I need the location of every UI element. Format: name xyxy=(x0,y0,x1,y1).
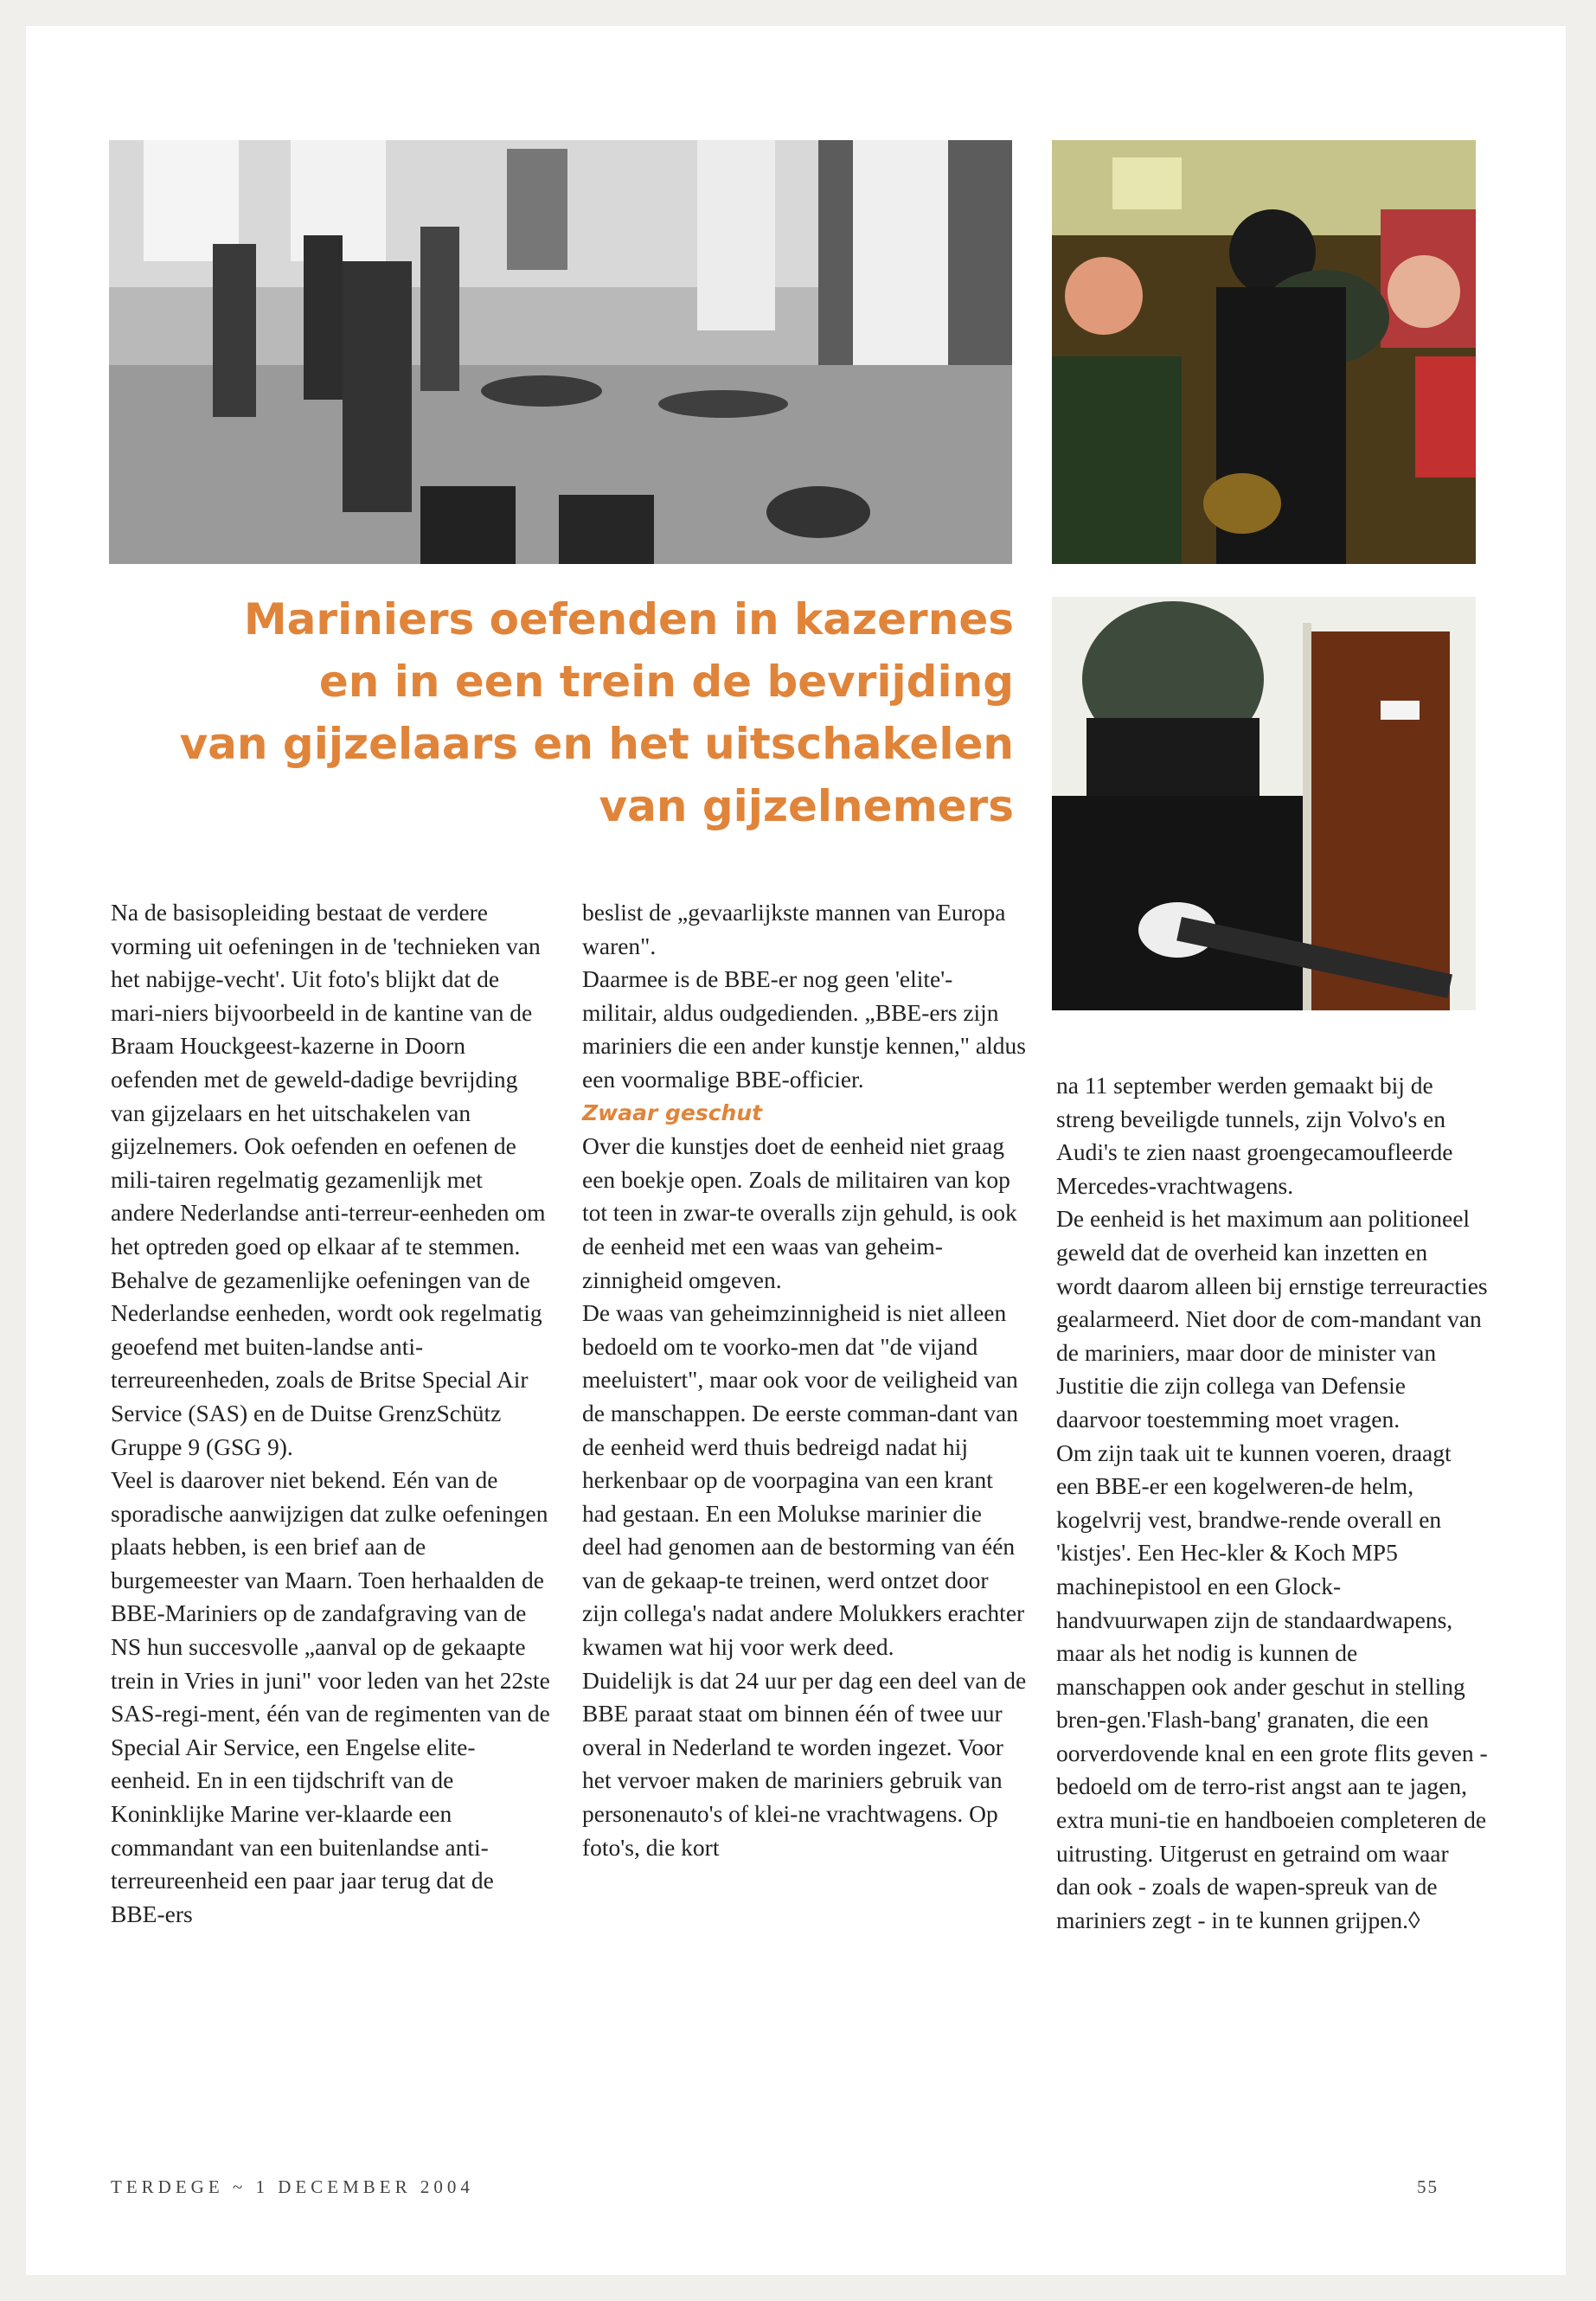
col2-paragraph-1: beslist de „gevaarlijkste mannen van Europa waren". xyxy=(582,899,1006,959)
magazine-page xyxy=(26,26,1566,2275)
photo-train-exercise xyxy=(1052,140,1476,564)
footer-page-number: 55 xyxy=(1417,2176,1439,2197)
article-headline xyxy=(121,588,1014,837)
text-column-3 xyxy=(1056,1069,1489,1937)
headline-line-4: van gijzelnemers xyxy=(599,781,1014,831)
col1-paragraph-2: Veel is daarover niet bekend. Eén van de sporadische aanwijzigen dat zulke oefeningen plaats hebben, is een brief aan de burgemeester van Maarn. Toen herhaalden de BBE-Mariniers op de zandafgraving van de NS hun succesvolle „aanval op de gekaapte trein in Vries in juni" voor leden van het 22ste SAS-regi-ment, één van de regimenten van de Special Air Service, een Engelse elite-eenheid. En in een tijdschrift van de Koninklijke Marine ver-klaarde een commandant van een buitenlandse anti-terreureenheid een paar jaar terug dat de BBE-ers xyxy=(111,1466,550,1927)
headline-line-2: en in een trein de bevrijding xyxy=(318,657,1014,707)
footer-publication: TERDEGE ~ 1 DECEMBER 2004 xyxy=(111,2176,474,2197)
headline-line-1: Mariniers oefenden in kazernes xyxy=(243,594,1014,644)
text-column-2 xyxy=(582,896,1027,1864)
col2-paragraph-5: Duidelijk is dat 24 uur per dag een deel van de BBE paraat staat om binnen één of twee uur overal in Nederland te worden ingezet. Voor het vervoer maken de mariniers gebruik van personenauto's of klei-ne vrachtwagens. Op foto's, die kort xyxy=(582,1666,1027,1861)
photo-canteen-exercise xyxy=(109,140,1012,564)
col3-paragraph-1: na 11 september werden gemaakt bij de streng beveiligde tunnels, zijn Volvo's en Audi's te zien naast groengecamoufleerde Mercedes-vrachtwagens. xyxy=(1056,1072,1453,1199)
col2-paragraph-3: Over die kunstjes doet de eenheid niet graag een boekje open. Zoals de militairen van kop tot teen in zwar-te overalls zijn gehuld, is ook de eenheid met een waas van geheim-zinnigheid omgeven. xyxy=(582,1132,1017,1293)
col2-paragraph-4: De waas van geheimzinnigheid is niet alleen bedoeld om te voorko-men dat "de vijand meeluistert", maar ook voor de veiligheid van de manschappen. De eerste comman-dant van de eenheid werd thuis bedreigd nadat hij herkenbaar op de voorpagina van een krant had gestaan. En een Molukse marinier die deel had genomen aan de bestorming van één van de gekaap-te treinen, werd ontzet door zijn collega's nadat andere Molukkers erachter kwamen wat hij voor werk deed. xyxy=(582,1299,1025,1661)
subheading-zwaar-geschut: Zwaar geschut xyxy=(582,1099,763,1125)
col3-paragraph-2: De eenheid is het maximum aan politioneel geweld dat de overheid kan inzetten en wordt daarom alleen bij ernstige terreuracties gealarmeerd. Niet door de com-mandant van de mariniers, maar door de minister van Justitie die zijn collega van Defensie daarvoor toestemming moet vragen. xyxy=(1056,1205,1488,1433)
col1-paragraph-1: Na de basisopleiding bestaat de verdere vorming uit oefeningen in de 'technieken van het nabijge-vecht'. Uit foto's blijkt dat de mari-niers bijvoorbeeld in de kantine van de Braam Houckgeest-kazerne in Doorn oefenden met de geweld-dadige bevrijding van gijzelaars en het uitschakelen van gijzelnemers. Ook oefenden en oefenen de mili-tairen regelmatig gezamenlijk met andere Nederlandse anti-terreur-eenheden om het optreden goed op elkaar af te stemmen. Behalve de gezamenlijke oefeningen van de Nederlandse eenheden, wordt ook regelmatig geoefend met buiten-landse anti-terreureenheden, zoals de Britse Special Air Service (SAS) en de Duitse GrenzSchütz Gruppe 9 (GSG 9). xyxy=(111,899,546,1460)
photo-soldier-helmet xyxy=(1052,597,1476,1010)
col3-paragraph-3: Om zijn taak uit te kunnen voeren, draagt een BBE-er een kogelweren-de helm, kogelvrij vest, brandwe-rende overall en 'kistjes'. Een Hec-kler & Koch MP5 machinepistool en een Glock-handvuurwapen zijn de standaardwapens, maar als het nodig is kunnen de manschappen ook ander geschut in stelling bren-gen.'Flash-bang' granaten, die een oorverdovende knal en een grote flits geven - bedoeld om de terro-rist angst aan te jagen, extra muni-tie en handboeien completeren de uitrusting. Uitgerust en getraind om waar dan ook - zoals de wapen-spreuk van de mariniers zegt - in te kunnen grijpen.◊ xyxy=(1056,1439,1488,1933)
text-column-1 xyxy=(111,896,552,1931)
col2-paragraph-2: Daarmee is de BBE-er nog geen 'elite'-militair, aldus oudgedienden. „BBE-ers zijn mariniers die een ander kunstje kennen," aldus een voormalige BBE-officier. xyxy=(582,965,1026,1093)
headline-line-3: van gijzelaars en het uitschakelen xyxy=(179,719,1014,769)
